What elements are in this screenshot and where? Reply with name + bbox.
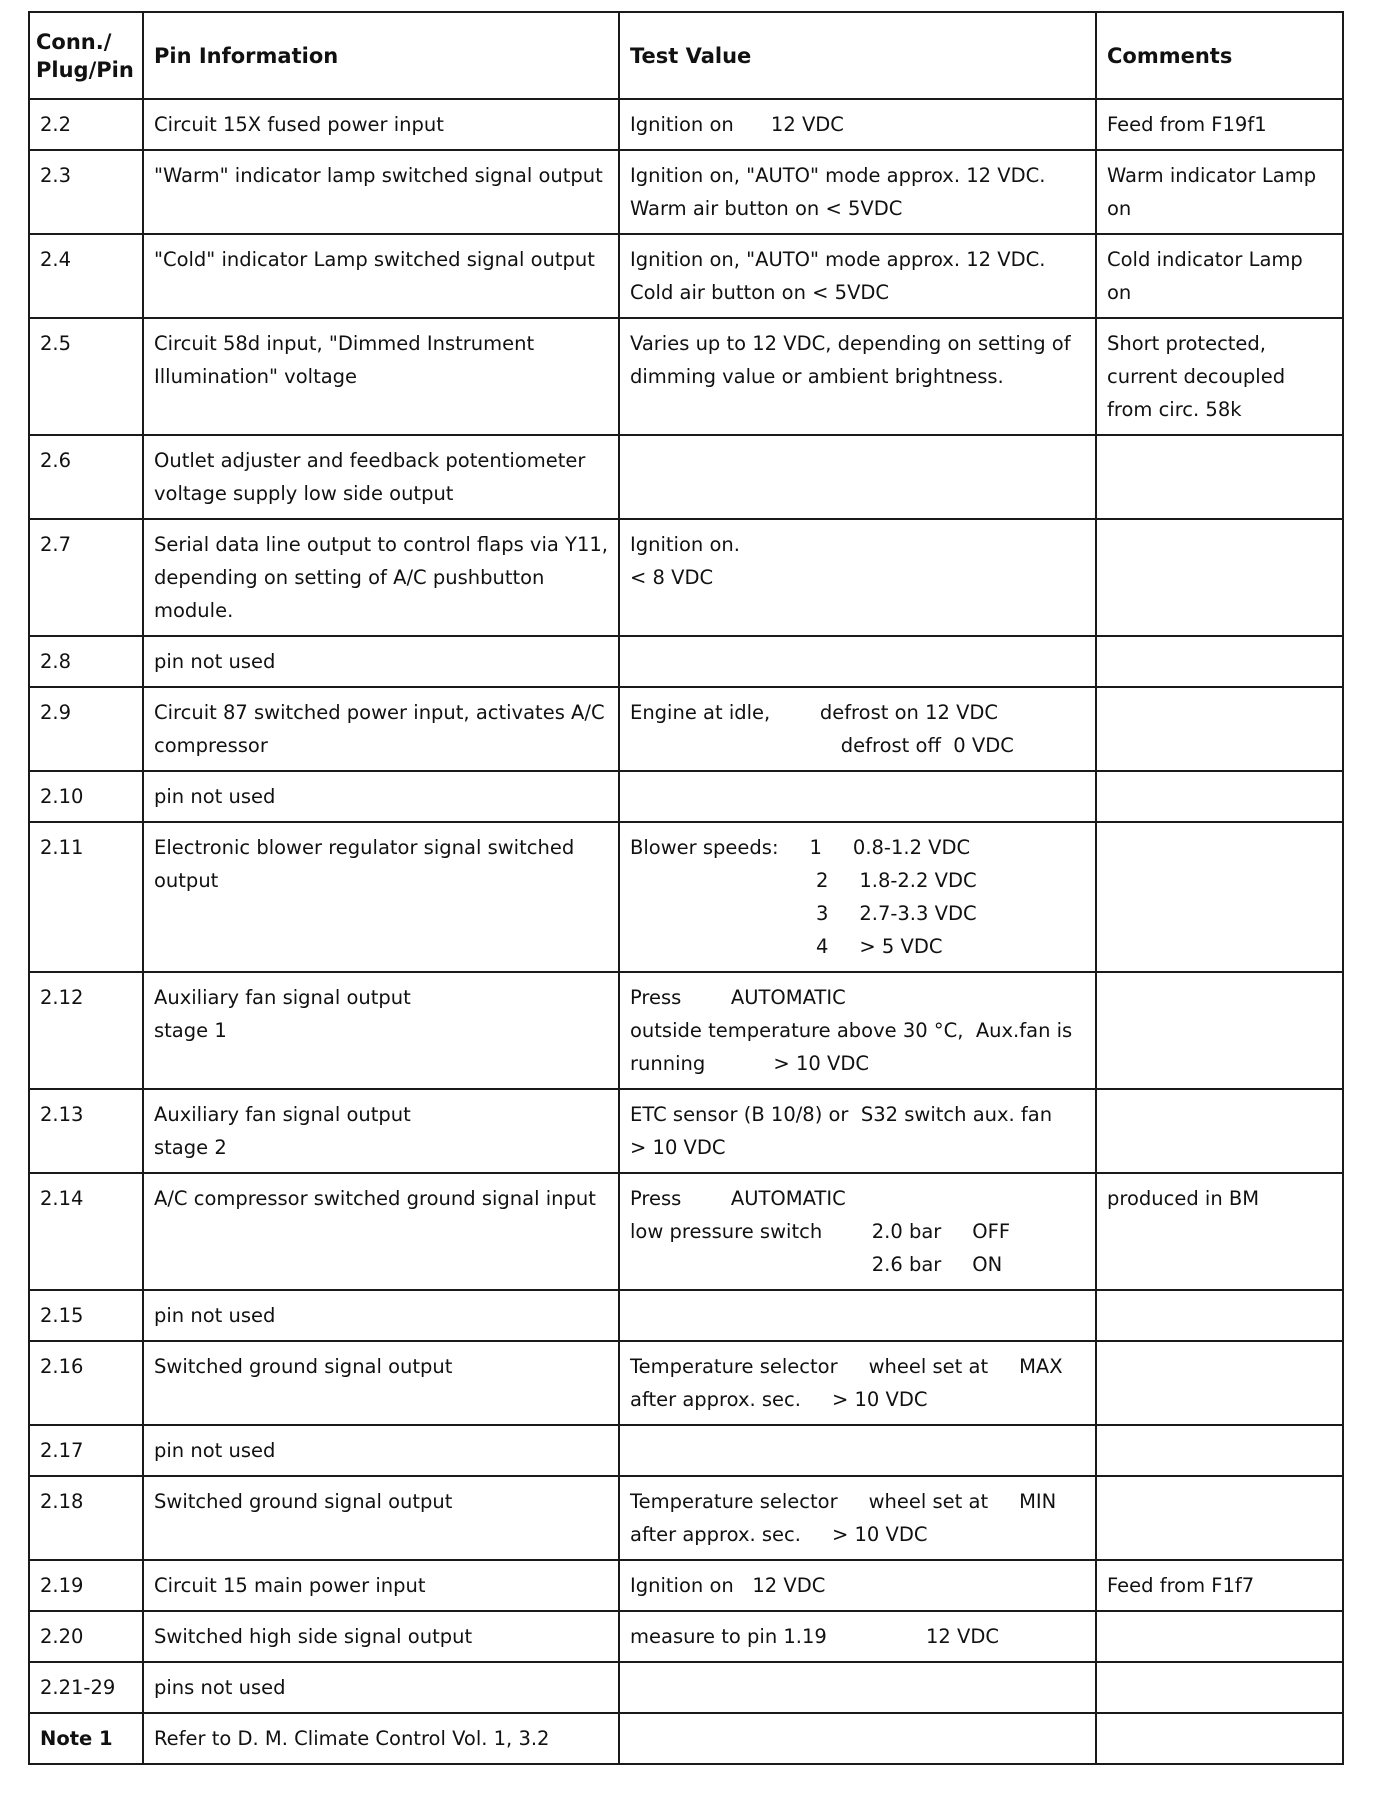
test-value-line: after approx. sec. > 10 VDC bbox=[630, 1388, 928, 1411]
table-body bbox=[29, 99, 1343, 1764]
pin-info-cell: Serial data line output to control flaps via Y11, depending on setting of A/C pushbutton module. bbox=[143, 519, 619, 636]
table-row bbox=[29, 318, 1343, 435]
pin-info-cell: pins not used bbox=[143, 1662, 619, 1713]
pin-info-cell: Outlet adjuster and feedback potentiometer voltage supply low side output bbox=[143, 435, 619, 519]
test-value-line: Blower speeds: 1 0.8-1.2 VDC bbox=[630, 836, 971, 859]
test-value-line: Temperature selector wheel set at MAX bbox=[630, 1355, 1063, 1378]
comments-cell bbox=[1096, 1341, 1343, 1425]
test-value-line: > 10 VDC bbox=[630, 1136, 726, 1159]
test-value-line: Ignition on, "AUTO" mode approx. 12 VDC. bbox=[630, 248, 1046, 271]
comments-cell: Cold indicator Lamp on bbox=[1096, 234, 1343, 318]
test-value-line: Ignition on, "AUTO" mode approx. 12 VDC. bbox=[630, 164, 1046, 187]
table-row bbox=[29, 1089, 1343, 1173]
pin-info-cell: Switched high side signal output bbox=[143, 1611, 619, 1662]
pin-cell: 2.21-29 bbox=[29, 1662, 143, 1713]
table-row bbox=[29, 1173, 1343, 1290]
table-row bbox=[29, 435, 1343, 519]
header-pin-information: Pin Information bbox=[143, 12, 619, 99]
test-value-line: < 8 VDC bbox=[630, 566, 714, 589]
pin-cell: 2.18 bbox=[29, 1476, 143, 1560]
test-value-line: Varies up to 12 VDC, depending on setting of bbox=[630, 332, 1071, 355]
table-row bbox=[29, 771, 1343, 822]
comments-cell bbox=[1096, 1425, 1343, 1476]
table-row bbox=[29, 1476, 1343, 1560]
test-value-line: Temperature selector wheel set at MIN bbox=[630, 1490, 1057, 1513]
comments-cell bbox=[1096, 636, 1343, 687]
test-value-cell bbox=[619, 1662, 1096, 1713]
comments-cell bbox=[1096, 822, 1343, 972]
test-value-line: Warm air button on < 5VDC bbox=[630, 197, 903, 220]
pin-cell: 2.5 bbox=[29, 318, 143, 435]
comments-cell bbox=[1096, 1713, 1343, 1764]
pin-info-cell: Circuit 15X fused power input bbox=[143, 99, 619, 150]
comments-cell bbox=[1096, 435, 1343, 519]
comments-cell: produced in BM bbox=[1096, 1173, 1343, 1290]
test-value-line: low pressure switch 2.0 bar OFF bbox=[630, 1220, 1011, 1243]
test-value-line: measure to pin 1.19 12 VDC bbox=[630, 1625, 999, 1648]
test-value-cell bbox=[619, 519, 1096, 636]
pin-info-cell: Switched ground signal output bbox=[143, 1341, 619, 1425]
test-value-line: 3 2.7-3.3 VDC bbox=[630, 902, 977, 925]
pin-cell: 2.16 bbox=[29, 1341, 143, 1425]
table-row bbox=[29, 150, 1343, 234]
test-value-cell bbox=[619, 972, 1096, 1089]
test-value-line: running > 10 VDC bbox=[630, 1052, 869, 1075]
test-value-cell bbox=[619, 435, 1096, 519]
test-value-line: 4 > 5 VDC bbox=[630, 935, 943, 958]
table-row bbox=[29, 822, 1343, 972]
test-value-cell bbox=[619, 636, 1096, 687]
pin-cell: 2.19 bbox=[29, 1560, 143, 1611]
table-row bbox=[29, 636, 1343, 687]
pin-cell: 2.12 bbox=[29, 972, 143, 1089]
test-value-cell bbox=[619, 1476, 1096, 1560]
header-comments: Comments bbox=[1096, 12, 1343, 99]
test-value-line: Engine at idle, defrost on 12 VDC bbox=[630, 701, 999, 724]
test-value-cell bbox=[619, 318, 1096, 435]
pin-cell: Note 1 bbox=[29, 1713, 143, 1764]
comments-cell: Short protected, current decoupled from circ. 58k bbox=[1096, 318, 1343, 435]
test-value-cell bbox=[619, 1560, 1096, 1611]
table-row bbox=[29, 1425, 1343, 1476]
pin-cell: 2.4 bbox=[29, 234, 143, 318]
comments-cell bbox=[1096, 1662, 1343, 1713]
test-value-line: outside temperature above 30 °C, Aux.fan is bbox=[630, 1019, 1073, 1042]
comments-cell bbox=[1096, 1089, 1343, 1173]
comments-cell: Warm indicator Lamp on bbox=[1096, 150, 1343, 234]
pin-cell: 2.15 bbox=[29, 1290, 143, 1341]
pin-info-cell: "Warm" indicator lamp switched signal output bbox=[143, 150, 619, 234]
pin-cell: 2.11 bbox=[29, 822, 143, 972]
table-row bbox=[29, 519, 1343, 636]
test-value-cell bbox=[619, 1290, 1096, 1341]
pin-info-cell: pin not used bbox=[143, 1425, 619, 1476]
pin-info-cell: Switched ground signal output bbox=[143, 1476, 619, 1560]
table-row bbox=[29, 1290, 1343, 1341]
test-value-line: Press AUTOMATIC bbox=[630, 1187, 846, 1210]
pin-table bbox=[28, 11, 1344, 1765]
pin-info-cell: Auxiliary fan signal output stage 1 bbox=[143, 972, 619, 1089]
table-row bbox=[29, 234, 1343, 318]
test-value-cell bbox=[619, 771, 1096, 822]
pin-cell: 2.6 bbox=[29, 435, 143, 519]
pin-cell: 2.10 bbox=[29, 771, 143, 822]
comments-cell bbox=[1096, 771, 1343, 822]
pin-info-cell: pin not used bbox=[143, 771, 619, 822]
test-value-line: Cold air button on < 5VDC bbox=[630, 281, 890, 304]
pin-info-cell: pin not used bbox=[143, 1290, 619, 1341]
pin-info-cell: Circuit 87 switched power input, activates A/C compressor bbox=[143, 687, 619, 771]
table-row bbox=[29, 99, 1343, 150]
pin-info-cell: "Cold" indicator Lamp switched signal output bbox=[143, 234, 619, 318]
test-value-cell bbox=[619, 1425, 1096, 1476]
test-value-line: Ignition on 12 VDC bbox=[630, 1574, 826, 1597]
test-value-line: defrost off 0 VDC bbox=[630, 734, 1014, 757]
comments-cell bbox=[1096, 1611, 1343, 1662]
comments-cell bbox=[1096, 1476, 1343, 1560]
test-value-line: after approx. sec. > 10 VDC bbox=[630, 1523, 928, 1546]
table-row bbox=[29, 1713, 1343, 1764]
pin-cell: 2.9 bbox=[29, 687, 143, 771]
test-value-cell bbox=[619, 687, 1096, 771]
table-row bbox=[29, 1560, 1343, 1611]
test-value-cell bbox=[619, 1611, 1096, 1662]
test-value-line: dimming value or ambient brightness. bbox=[630, 365, 1004, 388]
pin-info-cell: Refer to D. M. Climate Control Vol. 1, 3.2 bbox=[143, 1713, 619, 1764]
pin-info-cell: Electronic blower regulator signal switched output bbox=[143, 822, 619, 972]
comments-cell bbox=[1096, 972, 1343, 1089]
pin-cell: 2.2 bbox=[29, 99, 143, 150]
test-value-cell bbox=[619, 150, 1096, 234]
comments-cell: Feed from F1f7 bbox=[1096, 1560, 1343, 1611]
comments-cell bbox=[1096, 687, 1343, 771]
pin-cell: 2.7 bbox=[29, 519, 143, 636]
test-value-cell bbox=[619, 1173, 1096, 1290]
pin-info-cell: Auxiliary fan signal output stage 2 bbox=[143, 1089, 619, 1173]
test-value-line: Ignition on. bbox=[630, 533, 740, 556]
pin-info-cell: pin not used bbox=[143, 636, 619, 687]
table-row bbox=[29, 1611, 1343, 1662]
test-value-cell bbox=[619, 822, 1096, 972]
test-value-line: Press AUTOMATIC bbox=[630, 986, 846, 1009]
pin-cell: 2.14 bbox=[29, 1173, 143, 1290]
pin-info-cell: A/C compressor switched ground signal input bbox=[143, 1173, 619, 1290]
pin-cell: 2.13 bbox=[29, 1089, 143, 1173]
table-row bbox=[29, 1662, 1343, 1713]
test-value-cell bbox=[619, 1341, 1096, 1425]
test-value-line: Ignition on 12 VDC bbox=[630, 113, 844, 136]
table-header bbox=[29, 12, 1343, 99]
comments-cell bbox=[1096, 1290, 1343, 1341]
test-value-line: 2.6 bar ON bbox=[630, 1253, 1003, 1276]
table-row bbox=[29, 972, 1343, 1089]
test-value-cell bbox=[619, 1713, 1096, 1764]
test-value-line: ETC sensor (B 10/8) or S32 switch aux. fan bbox=[630, 1103, 1053, 1126]
pin-info-cell: Circuit 58d input, "Dimmed Instrument Illumination" voltage bbox=[143, 318, 619, 435]
test-value-line: 2 1.8-2.2 VDC bbox=[630, 869, 977, 892]
comments-cell: Feed from F19f1 bbox=[1096, 99, 1343, 150]
pin-info-cell: Circuit 15 main power input bbox=[143, 1560, 619, 1611]
test-value-cell bbox=[619, 99, 1096, 150]
test-value-cell bbox=[619, 1089, 1096, 1173]
test-value-cell bbox=[619, 234, 1096, 318]
table-row bbox=[29, 687, 1343, 771]
pin-cell: 2.17 bbox=[29, 1425, 143, 1476]
pin-cell: 2.20 bbox=[29, 1611, 143, 1662]
header-test-value: Test Value bbox=[619, 12, 1096, 99]
pin-cell: 2.3 bbox=[29, 150, 143, 234]
comments-cell bbox=[1096, 519, 1343, 636]
header-conn-plug-pin: Conn./ Plug/Pin bbox=[29, 12, 143, 99]
pin-cell: 2.8 bbox=[29, 636, 143, 687]
table-row bbox=[29, 1341, 1343, 1425]
